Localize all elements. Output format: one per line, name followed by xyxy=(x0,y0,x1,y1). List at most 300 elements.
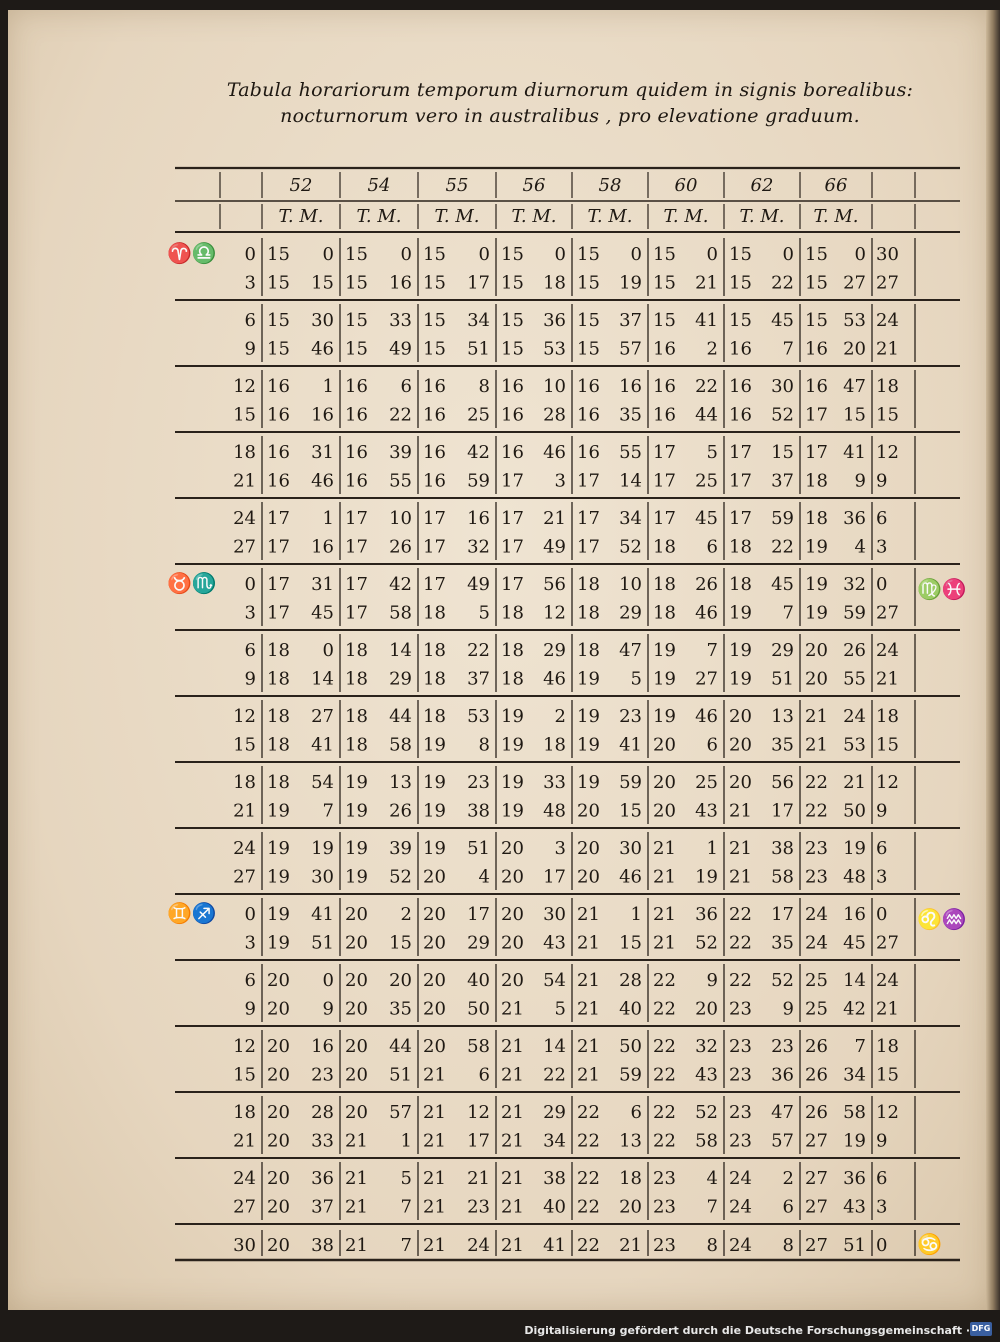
minute-value: 58 xyxy=(771,866,794,888)
hour-value: 27 xyxy=(805,1168,828,1189)
hour-value: 16 xyxy=(653,376,676,397)
hour-value: 24 xyxy=(805,932,828,954)
hour-value: 22 xyxy=(805,800,828,822)
minute-value: 29 xyxy=(467,932,490,954)
right-degree: 15 xyxy=(876,734,899,756)
minute-value: 17 xyxy=(771,800,794,822)
minute-value: 43 xyxy=(543,932,566,954)
minute-value: 53 xyxy=(843,310,866,331)
right-degree: 12 xyxy=(876,772,899,793)
minute-value: 58 xyxy=(389,602,412,624)
minute-value: 20 xyxy=(695,998,718,1020)
minute-value: 43 xyxy=(695,800,718,822)
hour-value: 18 xyxy=(501,668,524,690)
minute-value: 34 xyxy=(843,1064,866,1086)
left-degree: 27 xyxy=(233,1196,256,1218)
minute-value: 14 xyxy=(843,970,866,991)
hour-value: 22 xyxy=(653,1130,676,1152)
hour-value: 15 xyxy=(423,272,446,294)
hour-value: 20 xyxy=(345,998,368,1020)
hour-value: 20 xyxy=(423,1036,446,1057)
hour-value: 19 xyxy=(805,602,828,624)
minute-value: 37 xyxy=(771,470,794,492)
minute-value: 56 xyxy=(771,772,794,793)
hour-value: 18 xyxy=(729,574,752,595)
left-degree: 9 xyxy=(244,998,256,1020)
minute-value: 4 xyxy=(478,866,490,888)
hour-value: 21 xyxy=(805,734,828,756)
tm-label: T. M. xyxy=(434,206,480,227)
hour-value: 17 xyxy=(501,574,524,595)
minute-value: 16 xyxy=(311,404,334,426)
minute-value: 14 xyxy=(543,1036,566,1057)
hour-value: 22 xyxy=(577,1168,600,1189)
minute-value: 23 xyxy=(467,1196,490,1218)
hour-value: 19 xyxy=(577,706,600,727)
tm-label: T. M. xyxy=(278,206,324,227)
hour-value: 16 xyxy=(729,376,752,397)
minute-value: 52 xyxy=(695,1102,718,1123)
hour-value: 27 xyxy=(805,1235,828,1256)
elevation-label: 62 xyxy=(750,175,774,196)
minute-value: 5 xyxy=(400,1168,412,1189)
hour-value: 19 xyxy=(577,668,600,690)
minute-value: 7 xyxy=(706,1196,718,1218)
hour-value: 20 xyxy=(501,838,524,859)
hour-value: 18 xyxy=(423,668,446,690)
hour-value: 18 xyxy=(729,536,752,558)
minute-value: 45 xyxy=(771,310,794,331)
minute-value: 18 xyxy=(543,734,566,756)
hour-value: 17 xyxy=(267,602,290,624)
hour-value: 20 xyxy=(653,734,676,756)
zodiac-sign-left: ♊♐ xyxy=(167,901,217,925)
minute-value: 58 xyxy=(389,734,412,756)
hour-value: 15 xyxy=(423,310,446,331)
hour-value: 15 xyxy=(805,310,828,331)
zodiac-sign-left: ♈♎ xyxy=(167,241,217,265)
minute-value: 10 xyxy=(543,376,566,397)
hour-value: 16 xyxy=(267,404,290,426)
left-degree: 21 xyxy=(233,800,256,822)
minute-value: 23 xyxy=(467,772,490,793)
hour-value: 17 xyxy=(267,536,290,558)
minute-value: 30 xyxy=(311,310,334,331)
minute-value: 51 xyxy=(389,1064,412,1086)
right-degree: 0 xyxy=(876,904,888,925)
minute-value: 17 xyxy=(467,1130,490,1152)
minute-value: 41 xyxy=(543,1235,566,1256)
right-degree: 3 xyxy=(876,536,888,558)
minute-value: 29 xyxy=(619,602,642,624)
hour-value: 18 xyxy=(267,668,290,690)
hour-value: 15 xyxy=(345,272,368,294)
minute-value: 55 xyxy=(843,668,866,690)
hour-value: 15 xyxy=(501,310,524,331)
hour-value: 20 xyxy=(345,1064,368,1086)
hour-value: 22 xyxy=(653,1064,676,1086)
right-degree: 27 xyxy=(876,602,899,624)
minute-value: 10 xyxy=(619,574,642,595)
elevation-label: 56 xyxy=(522,175,546,196)
hour-value: 16 xyxy=(423,442,446,463)
left-degree: 27 xyxy=(233,866,256,888)
hour-value: 20 xyxy=(501,970,524,991)
hour-value: 21 xyxy=(729,800,752,822)
minute-value: 27 xyxy=(311,706,334,727)
minute-value: 41 xyxy=(695,310,718,331)
tm-label: T. M. xyxy=(663,206,709,227)
minute-value: 21 xyxy=(543,508,566,529)
hour-value: 21 xyxy=(501,1102,524,1123)
elevation-label: 58 xyxy=(598,175,622,196)
minute-value: 39 xyxy=(389,442,412,463)
minute-value: 24 xyxy=(467,1235,490,1256)
hour-value: 21 xyxy=(345,1168,368,1189)
minute-value: 16 xyxy=(619,376,642,397)
minute-value: 2 xyxy=(554,706,566,727)
left-degree: 24 xyxy=(233,1168,256,1189)
hour-value: 17 xyxy=(653,442,676,463)
minute-value: 16 xyxy=(389,272,412,294)
tm-label: T. M. xyxy=(511,206,557,227)
minute-value: 46 xyxy=(311,338,334,360)
hour-value: 21 xyxy=(653,932,676,954)
minute-value: 7 xyxy=(706,640,718,661)
minute-value: 0 xyxy=(630,244,642,265)
hour-value: 17 xyxy=(577,470,600,492)
minute-value: 23 xyxy=(311,1064,334,1086)
left-degree: 0 xyxy=(244,244,256,265)
hour-value: 20 xyxy=(577,866,600,888)
minute-value: 46 xyxy=(695,602,718,624)
right-degree: 21 xyxy=(876,668,899,690)
hour-value: 15 xyxy=(805,244,828,265)
left-degree: 12 xyxy=(233,1036,256,1057)
hour-value: 20 xyxy=(577,800,600,822)
minute-value: 16 xyxy=(467,508,490,529)
minute-value: 59 xyxy=(771,508,794,529)
hour-value: 21 xyxy=(501,1235,524,1256)
minute-value: 51 xyxy=(771,668,794,690)
minute-value: 18 xyxy=(619,1168,642,1189)
right-degree: 15 xyxy=(876,1064,899,1086)
table-title-line-2: nocturnorum vero in australibus , pro elevatione graduum. xyxy=(280,105,860,127)
minute-value: 20 xyxy=(389,970,412,991)
minute-value: 38 xyxy=(543,1168,566,1189)
minute-value: 34 xyxy=(619,508,642,529)
right-degree: 21 xyxy=(876,338,899,360)
minute-value: 22 xyxy=(467,640,490,661)
minute-value: 32 xyxy=(695,1036,718,1057)
minute-value: 46 xyxy=(311,470,334,492)
minute-value: 46 xyxy=(543,442,566,463)
hour-value: 20 xyxy=(423,998,446,1020)
left-degree: 9 xyxy=(244,668,256,690)
hour-value: 22 xyxy=(653,1036,676,1057)
right-degree: 30 xyxy=(876,244,899,265)
minute-value: 12 xyxy=(543,602,566,624)
minute-value: 1 xyxy=(322,376,334,397)
minute-value: 52 xyxy=(771,970,794,991)
minute-value: 9 xyxy=(322,998,334,1020)
minute-value: 40 xyxy=(467,970,490,991)
hour-value: 21 xyxy=(423,1130,446,1152)
hour-value: 18 xyxy=(423,602,446,624)
hour-value: 15 xyxy=(501,338,524,360)
left-degree: 24 xyxy=(233,508,256,529)
right-degree: 0 xyxy=(876,1235,888,1256)
hour-value: 15 xyxy=(653,244,676,265)
minute-value: 39 xyxy=(389,838,412,859)
hour-value: 19 xyxy=(267,838,290,859)
minute-value: 44 xyxy=(389,706,412,727)
hour-value: 17 xyxy=(577,508,600,529)
left-degree: 15 xyxy=(233,1064,256,1086)
hour-value: 22 xyxy=(729,970,752,991)
right-degree: 18 xyxy=(876,1036,899,1057)
hour-value: 19 xyxy=(423,734,446,756)
minute-value: 44 xyxy=(389,1036,412,1057)
minute-value: 29 xyxy=(389,668,412,690)
zodiac-sign-right: ♍♓ xyxy=(917,577,967,601)
left-degree: 27 xyxy=(233,536,256,558)
hour-value: 18 xyxy=(805,508,828,529)
left-degree: 3 xyxy=(244,272,256,294)
minute-value: 2 xyxy=(400,904,412,925)
hour-value: 21 xyxy=(345,1235,368,1256)
hour-value: 21 xyxy=(501,1168,524,1189)
left-degree: 12 xyxy=(233,706,256,727)
zodiac-sign-right: ♌♒ xyxy=(917,907,967,931)
left-degree: 0 xyxy=(244,904,256,925)
minute-value: 6 xyxy=(630,1102,642,1123)
minute-value: 13 xyxy=(389,772,412,793)
minute-value: 10 xyxy=(389,508,412,529)
left-degree: 3 xyxy=(244,602,256,624)
hour-value: 15 xyxy=(423,244,446,265)
hour-value: 16 xyxy=(423,470,446,492)
hour-value: 23 xyxy=(653,1196,676,1218)
hour-value: 20 xyxy=(345,1102,368,1123)
hour-value: 21 xyxy=(423,1235,446,1256)
left-degree: 6 xyxy=(244,310,256,331)
left-degree: 18 xyxy=(233,1102,256,1123)
hour-value: 19 xyxy=(345,866,368,888)
minute-value: 37 xyxy=(311,1196,334,1218)
hour-value: 16 xyxy=(345,404,368,426)
minute-value: 37 xyxy=(619,310,642,331)
hour-value: 18 xyxy=(267,772,290,793)
minute-value: 21 xyxy=(619,1235,642,1256)
hour-value: 21 xyxy=(345,1130,368,1152)
hour-value: 15 xyxy=(345,338,368,360)
hour-value: 20 xyxy=(267,970,290,991)
hour-value: 15 xyxy=(805,272,828,294)
hour-value: 20 xyxy=(267,1196,290,1218)
hour-value: 19 xyxy=(729,640,752,661)
minute-value: 34 xyxy=(467,310,490,331)
minute-value: 26 xyxy=(389,800,412,822)
minute-value: 53 xyxy=(543,338,566,360)
hour-value: 22 xyxy=(577,1235,600,1256)
hour-value: 17 xyxy=(267,508,290,529)
hour-value: 20 xyxy=(653,772,676,793)
hour-value: 16 xyxy=(577,376,600,397)
right-degree: 3 xyxy=(876,1196,888,1218)
minute-value: 49 xyxy=(467,574,490,595)
hour-value: 21 xyxy=(501,1196,524,1218)
hour-value: 16 xyxy=(729,338,752,360)
right-degree: 3 xyxy=(876,866,888,888)
minute-value: 1 xyxy=(322,508,334,529)
minute-value: 12 xyxy=(467,1102,490,1123)
hour-value: 20 xyxy=(423,970,446,991)
hour-value: 22 xyxy=(577,1102,600,1123)
right-degree: 15 xyxy=(876,404,899,426)
right-degree: 6 xyxy=(876,508,888,529)
minute-value: 4 xyxy=(854,536,866,558)
minute-value: 9 xyxy=(706,970,718,991)
minute-value: 30 xyxy=(311,866,334,888)
minute-value: 41 xyxy=(619,734,642,756)
left-degree: 21 xyxy=(233,470,256,492)
minute-value: 15 xyxy=(843,404,866,426)
hour-value: 20 xyxy=(267,1168,290,1189)
hour-value: 24 xyxy=(729,1196,752,1218)
minute-value: 59 xyxy=(467,470,490,492)
hour-value: 26 xyxy=(805,1036,828,1057)
hour-value: 23 xyxy=(805,866,828,888)
minute-value: 29 xyxy=(543,640,566,661)
minute-value: 28 xyxy=(619,970,642,991)
hour-value: 20 xyxy=(267,998,290,1020)
hour-value: 23 xyxy=(653,1168,676,1189)
hour-value: 18 xyxy=(345,706,368,727)
hour-value: 23 xyxy=(729,1130,752,1152)
minute-value: 52 xyxy=(619,536,642,558)
minute-value: 5 xyxy=(478,602,490,624)
minute-value: 1 xyxy=(706,838,718,859)
minute-value: 0 xyxy=(554,244,566,265)
hour-value: 20 xyxy=(267,1235,290,1256)
hour-value: 19 xyxy=(805,574,828,595)
minute-value: 56 xyxy=(543,574,566,595)
hour-value: 17 xyxy=(501,508,524,529)
minute-value: 58 xyxy=(843,1102,866,1123)
minute-value: 50 xyxy=(843,800,866,822)
hour-value: 19 xyxy=(577,772,600,793)
minute-value: 7 xyxy=(400,1196,412,1218)
hour-value: 19 xyxy=(423,838,446,859)
dfg-logo: DFG xyxy=(970,1322,992,1336)
elevation-label: 55 xyxy=(445,175,469,196)
hour-value: 17 xyxy=(423,574,446,595)
minute-value: 6 xyxy=(706,734,718,756)
page-edge xyxy=(986,10,1000,1310)
hour-value: 19 xyxy=(345,838,368,859)
minute-value: 45 xyxy=(771,574,794,595)
hour-value: 20 xyxy=(267,1064,290,1086)
hour-value: 25 xyxy=(805,970,828,991)
hour-value: 15 xyxy=(345,244,368,265)
hour-value: 18 xyxy=(267,734,290,756)
hour-value: 15 xyxy=(653,272,676,294)
minute-value: 9 xyxy=(854,470,866,492)
minute-value: 33 xyxy=(543,772,566,793)
minute-value: 46 xyxy=(543,668,566,690)
hour-value: 20 xyxy=(805,668,828,690)
hour-value: 24 xyxy=(729,1235,752,1256)
left-degree: 0 xyxy=(244,574,256,595)
minute-value: 14 xyxy=(311,668,334,690)
left-degree: 6 xyxy=(244,640,256,661)
hour-value: 20 xyxy=(345,932,368,954)
hour-value: 17 xyxy=(345,508,368,529)
hour-value: 20 xyxy=(267,1036,290,1057)
minute-value: 36 xyxy=(843,508,866,529)
hour-table xyxy=(167,168,967,1256)
minute-value: 0 xyxy=(322,970,334,991)
hour-value: 15 xyxy=(577,338,600,360)
hour-value: 15 xyxy=(577,244,600,265)
hour-value: 19 xyxy=(653,706,676,727)
minute-value: 53 xyxy=(843,734,866,756)
hour-value: 18 xyxy=(345,640,368,661)
hour-value: 21 xyxy=(423,1168,446,1189)
hour-value: 17 xyxy=(345,574,368,595)
hour-value: 17 xyxy=(423,536,446,558)
minute-value: 38 xyxy=(771,838,794,859)
hour-value: 20 xyxy=(501,866,524,888)
minute-value: 47 xyxy=(771,1102,794,1123)
hour-value: 19 xyxy=(653,640,676,661)
minute-value: 36 xyxy=(695,904,718,925)
hour-value: 26 xyxy=(805,1064,828,1086)
minute-value: 59 xyxy=(619,772,642,793)
minute-value: 31 xyxy=(311,574,334,595)
right-degree: 9 xyxy=(876,470,888,492)
hour-value: 20 xyxy=(729,706,752,727)
zodiac-sign-right: ♋ xyxy=(917,1232,942,1256)
minute-value: 27 xyxy=(843,272,866,294)
hour-value: 18 xyxy=(577,574,600,595)
minute-value: 15 xyxy=(619,800,642,822)
minute-value: 33 xyxy=(311,1130,334,1152)
minute-value: 57 xyxy=(389,1102,412,1123)
left-degree: 21 xyxy=(233,1130,256,1152)
right-degree: 0 xyxy=(876,574,888,595)
hour-value: 16 xyxy=(805,376,828,397)
minute-value: 0 xyxy=(706,244,718,265)
minute-value: 3 xyxy=(554,838,566,859)
hour-value: 18 xyxy=(423,640,446,661)
hour-value: 22 xyxy=(653,998,676,1020)
right-degree: 21 xyxy=(876,998,899,1020)
minute-value: 29 xyxy=(543,1102,566,1123)
hour-value: 16 xyxy=(805,338,828,360)
hour-value: 19 xyxy=(267,866,290,888)
hour-value: 17 xyxy=(267,574,290,595)
minute-value: 30 xyxy=(543,904,566,925)
elevation-label: 52 xyxy=(289,175,313,196)
minute-value: 52 xyxy=(695,932,718,954)
minute-value: 8 xyxy=(706,1235,718,1256)
left-degree: 15 xyxy=(233,404,256,426)
minute-value: 54 xyxy=(311,772,334,793)
hour-value: 18 xyxy=(653,536,676,558)
hour-value: 21 xyxy=(423,1102,446,1123)
